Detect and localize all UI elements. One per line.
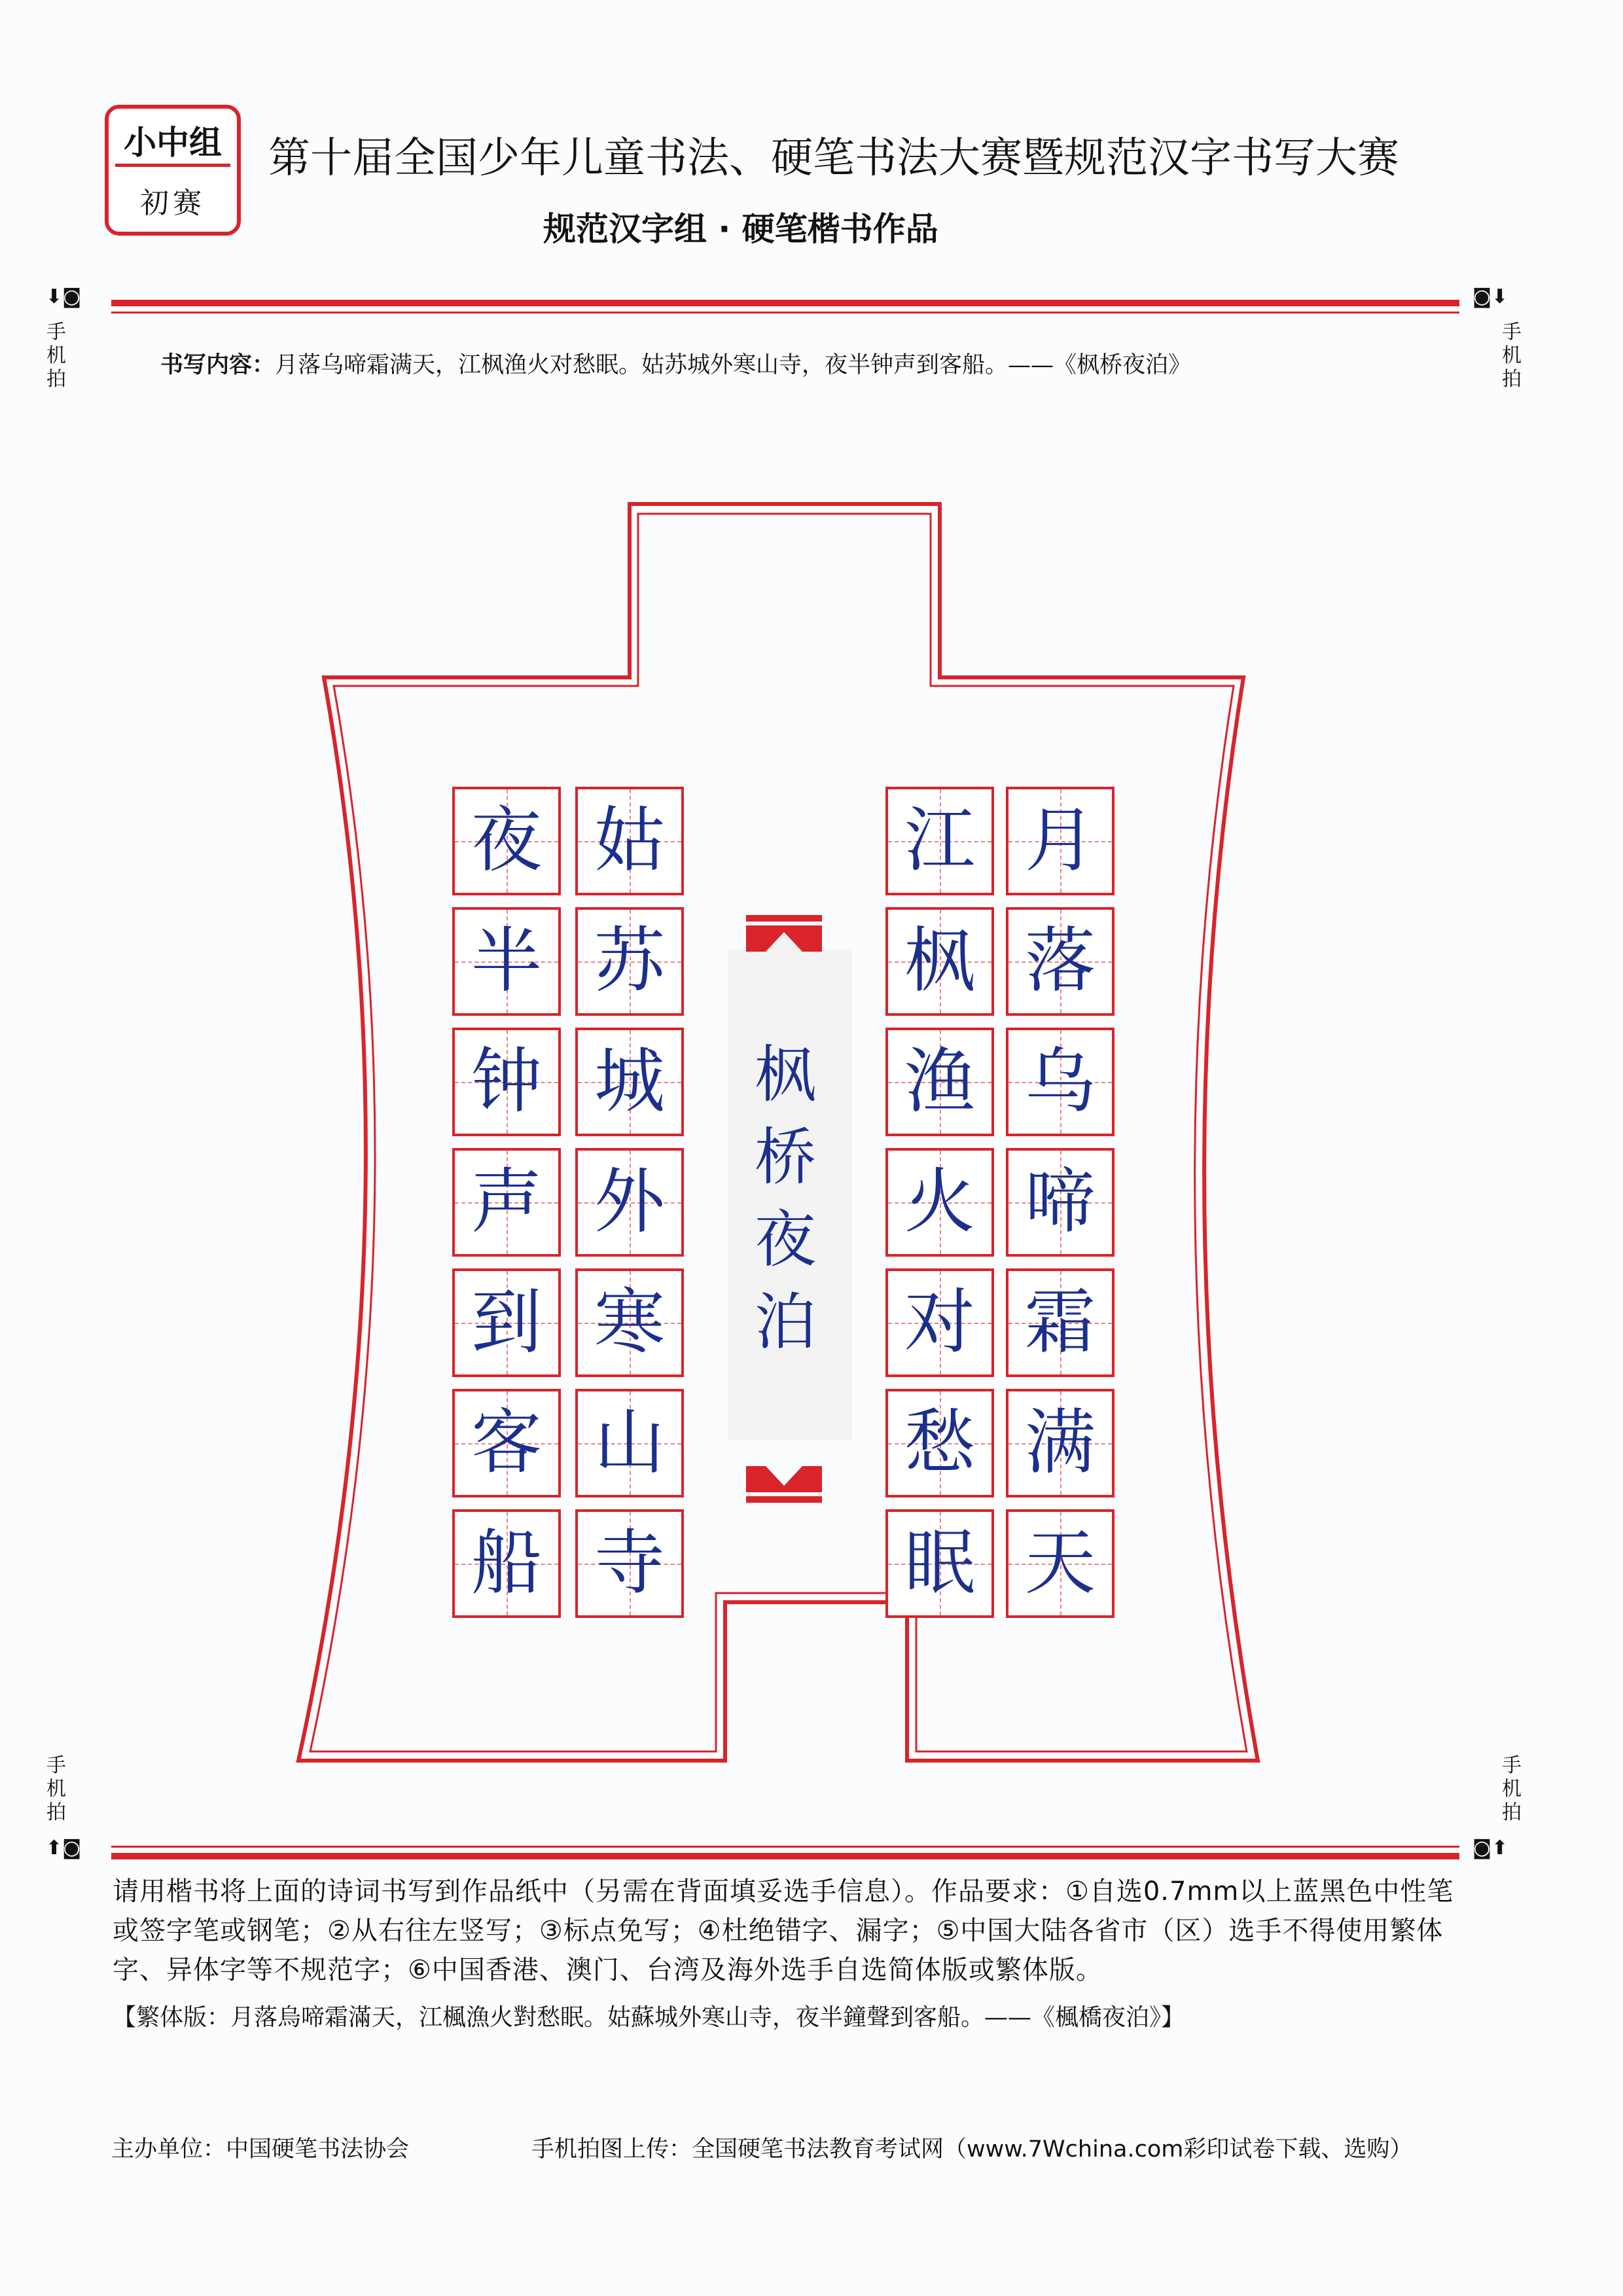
grid-cell bbox=[575, 1268, 684, 1377]
poem-title-char: 夜 bbox=[754, 1204, 816, 1276]
grid-cell bbox=[885, 1148, 994, 1257]
grid-cell bbox=[575, 1389, 684, 1498]
page-subtitle: 规范汉字组 · 硬笔楷书作品 bbox=[543, 210, 938, 248]
grid-character: 钟 bbox=[471, 1041, 542, 1122]
grid-cell bbox=[885, 787, 994, 895]
grid-character: 满 bbox=[1024, 1402, 1096, 1484]
grid-character: 落 bbox=[1024, 920, 1096, 1002]
grid-character: 山 bbox=[594, 1402, 665, 1484]
grid-character: 对 bbox=[904, 1282, 975, 1363]
grid-character: 江 bbox=[904, 800, 975, 882]
grid-cell bbox=[1006, 1389, 1115, 1498]
grid-character: 船 bbox=[471, 1522, 542, 1604]
grid-cell bbox=[1006, 1509, 1115, 1618]
grid-character: 客 bbox=[471, 1402, 542, 1484]
camera-up-icon-bottom-right: ◙⬆ bbox=[1472, 1837, 1508, 1859]
poem-title-char: 桥 bbox=[754, 1122, 816, 1193]
grid-cell bbox=[452, 907, 561, 1016]
grid-cell bbox=[1006, 1268, 1115, 1377]
grid-cell bbox=[1006, 1028, 1115, 1136]
writing-content-label: 书写内容： bbox=[160, 352, 276, 378]
title-bottom-marker bbox=[746, 1466, 822, 1503]
grid-cell bbox=[575, 1028, 684, 1136]
grid-character: 到 bbox=[471, 1282, 542, 1363]
grid-character: 乌 bbox=[1024, 1041, 1096, 1122]
traditional-version-text: 【繁体版：月落烏啼霜滿天，江楓漁火對愁眠。姑蘇城外寒山寺，夜半鐘聲到客船。——《楓橋夜泊》】 bbox=[113, 2004, 1185, 2031]
grid-cell bbox=[885, 1509, 994, 1618]
grid-character: 苏 bbox=[594, 920, 665, 1002]
grid-cell bbox=[452, 787, 561, 895]
photo-label-bottom-right: 手机拍 bbox=[1502, 1754, 1522, 1824]
grid-character: 啼 bbox=[1024, 1161, 1096, 1243]
grid-character: 外 bbox=[594, 1161, 665, 1243]
grid-character: 枫 bbox=[904, 920, 975, 1002]
grid-cell bbox=[575, 787, 684, 895]
badge-group-label: 小中组 bbox=[124, 124, 222, 162]
grid-character: 夜 bbox=[471, 800, 542, 882]
grid-character: 火 bbox=[904, 1161, 975, 1243]
grid-character: 渔 bbox=[904, 1041, 975, 1122]
photo-label-top-right: 手机拍 bbox=[1502, 321, 1522, 391]
grid-character: 城 bbox=[594, 1041, 665, 1122]
grid-character: 月 bbox=[1024, 800, 1096, 882]
instructions-text: 请用楷书将上面的诗词书写到作品纸中（另需在背面填妥选手信息）。作品要求：①自选0.7mm以上蓝黑色中性笔或签字笔或钢笔；②从右往左竖写；③标点免写；④杜绝错字、漏字；⑤中国大陆各省市（区）选手不得使用繁体字、异体字等不规范字；⑥中国香港、澳门、台湾及海外选手自选简体版或繁体版。 bbox=[113, 1876, 1454, 1985]
grid-cell bbox=[452, 1148, 561, 1257]
grid-character: 霜 bbox=[1024, 1282, 1096, 1363]
camera-down-icon-top-left: ⬇◙ bbox=[46, 285, 82, 308]
grid-character: 眠 bbox=[904, 1522, 975, 1604]
grid-cell bbox=[885, 1268, 994, 1377]
camera-down-icon-top-right: ◙⬇ bbox=[1472, 285, 1508, 308]
grid-character: 声 bbox=[471, 1161, 542, 1243]
poem-title-vertical bbox=[740, 1034, 831, 1364]
upload-info-text: 手机拍图上传：全国硬笔书法教育考试网（www.7Wchina.com彩印试卷下载、选购） bbox=[531, 2136, 1413, 2162]
grid-cell bbox=[885, 1028, 994, 1136]
grid-character: 寒 bbox=[594, 1282, 665, 1363]
grid-cell bbox=[575, 907, 684, 1016]
grid-character: 天 bbox=[1024, 1522, 1096, 1604]
writing-content-text: 月落乌啼霜满天，江枫渔火对愁眠。姑苏城外寒山寺，夜半钟声到客船。——《枫桥夜泊》 bbox=[275, 352, 1192, 378]
grid-cell bbox=[885, 1389, 994, 1498]
grid-cell bbox=[1006, 1148, 1115, 1257]
grid-character: 寺 bbox=[594, 1522, 665, 1604]
grid-cell bbox=[885, 907, 994, 1016]
grid-cell bbox=[575, 1148, 684, 1257]
organizer-text: 主办单位：中国硬笔书法协会 bbox=[111, 2136, 410, 2162]
badge-stage-label: 初赛 bbox=[140, 187, 205, 220]
grid-character: 半 bbox=[471, 920, 542, 1002]
grid-character: 姑 bbox=[594, 800, 665, 882]
grid-cell bbox=[452, 1389, 561, 1498]
grid-character: 愁 bbox=[904, 1402, 975, 1484]
grid-cell bbox=[575, 1509, 684, 1618]
grid-cell bbox=[452, 1509, 561, 1618]
camera-up-icon-bottom-left: ⬆◙ bbox=[46, 1837, 82, 1859]
grid-cell bbox=[1006, 907, 1115, 1016]
poem-title-char: 枫 bbox=[754, 1039, 816, 1111]
page-title: 第十届全国少年儿童书法、硬笔书法大赛暨规范汉字书写大赛 bbox=[268, 134, 1399, 183]
grid-cell bbox=[452, 1268, 561, 1377]
grid-cell bbox=[452, 1028, 561, 1136]
photo-label-top-left: 手机拍 bbox=[46, 321, 66, 391]
photo-label-bottom-left: 手机拍 bbox=[46, 1754, 66, 1824]
title-top-marker bbox=[746, 915, 822, 952]
grid-cell bbox=[1006, 787, 1115, 895]
poem-title-char: 泊 bbox=[754, 1287, 816, 1358]
